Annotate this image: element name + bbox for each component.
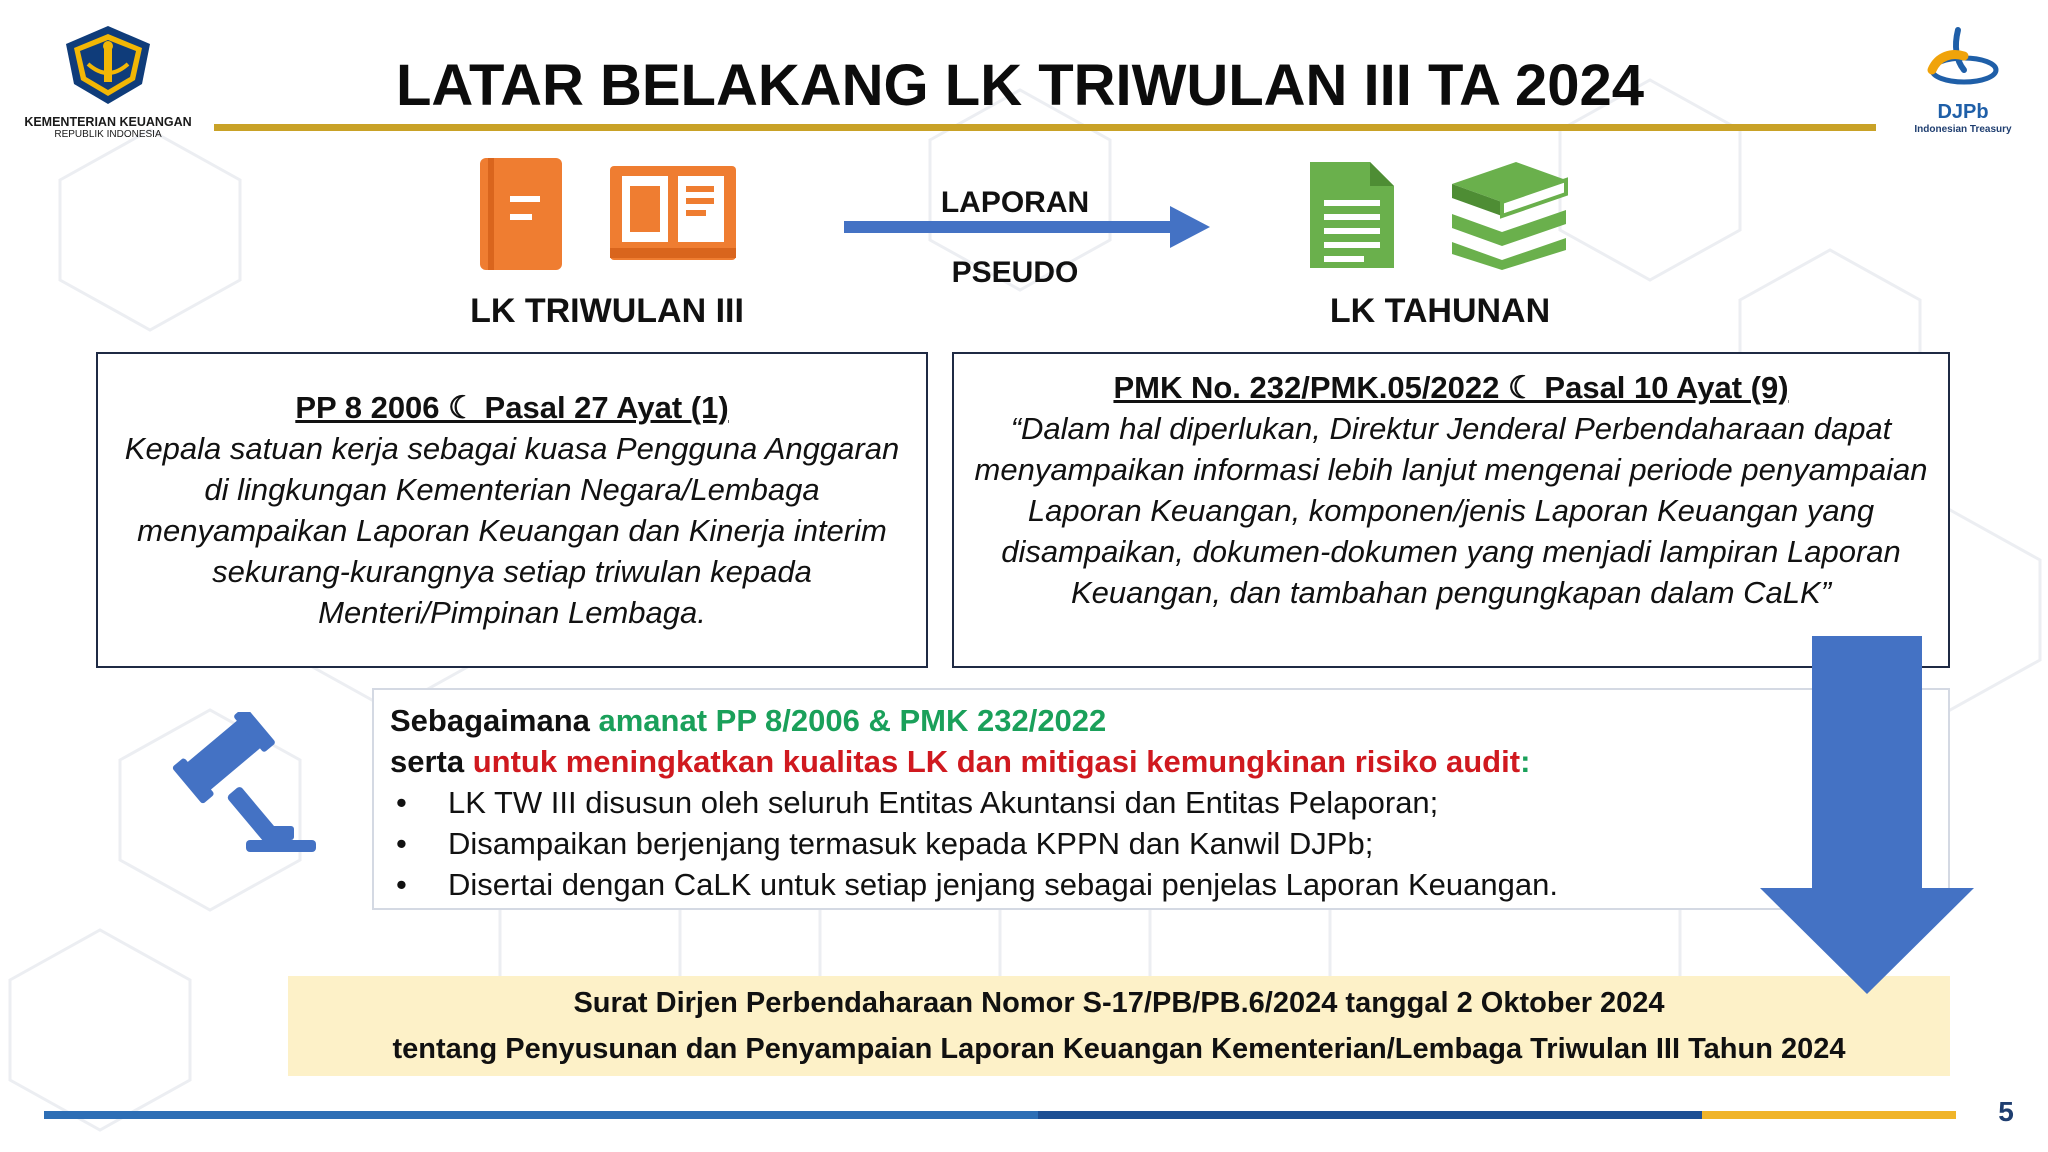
djpb-name: DJPb: [1937, 101, 1989, 123]
page-title: LATAR BELAKANG LK TRIWULAN III TA 2024: [395, 53, 1645, 118]
down-arrow-icon: [1756, 636, 1978, 996]
title-underline: [214, 124, 1876, 131]
arrow-label-top: LAPORAN: [940, 186, 1090, 219]
djpb-logo: [1898, 26, 2028, 136]
djpb-emblem-icon: [1918, 26, 2008, 102]
mandate-text: [390, 700, 1948, 905]
lk-tahunan-label: LK TAHUNAN: [1329, 292, 1551, 330]
page-number: 5: [1998, 1096, 2014, 1127]
pp-8-2006-box: [96, 352, 928, 668]
list-item: • Disampaikan berjenjang termasuk kepada KPPN dan Kanwil DJPb;: [396, 826, 1374, 861]
document-icon: [1306, 158, 1398, 272]
mandate-box: [372, 688, 1950, 910]
lk-triwulan-label: LK TRIWULAN III: [470, 292, 744, 330]
footer-bar-navy: [1038, 1111, 1702, 1119]
mandate-line-2: serta untuk meningkatkan kualitas LK dan mitigasi kemungkinan risiko audit:: [390, 744, 1531, 779]
list-item: • Disertai dengan CaLK untuk setiap jenjang sebagai penjelas Laporan Keuangan.: [396, 867, 1558, 902]
djpb-subtitle: Indonesian Treasury: [1914, 124, 2012, 135]
mandate-highlight-red: untuk meningkatkan kualitas LK dan mitigasi kemungkinan risiko audit: [472, 744, 1521, 779]
kemenkeu-emblem-icon: [62, 24, 154, 106]
notebook-icon: [478, 156, 564, 272]
gavel-icon: [168, 712, 332, 866]
footer-bar-blue: [44, 1111, 1038, 1119]
pmk-232-body: “Dalam hal diperlukan, Direktur Jenderal Perbendaharaan dapat menyampaikan informasi lebih lanjut mengenai periode penyampaian Laporan Keuangan, komponen/jenis Laporan Keuangan yang disampaikan, dokumen-dokumen yang menjadi lampiran Laporan Keuangan, dan tambahan pengungkapan dalam CaLK”: [974, 411, 1928, 610]
open-book-icon: [608, 164, 738, 262]
mandate-highlight-green: amanat PP 8/2006 & PMK 232/2022: [598, 703, 1107, 738]
arrow-label-bottom: PSEUDO: [951, 256, 1079, 289]
pp-8-2006-body: Kepala satuan kerja sebagai kuasa Pengguna Anggaran di lingkungan Kementerian Negara/Lembaga menyampaikan Laporan Keuangan dan Kinerja interim sekurang-kurangnya setiap triwulan kepada Menteri/Pimpinan Lembaga.: [124, 431, 900, 630]
mandate-line-1: Sebagaimana amanat PP 8/2006 & PMK 232/2022: [390, 703, 1107, 738]
ministry-name: KEMENTERIAN KEUANGAN: [24, 115, 192, 129]
letter-reference-line-2: tentang Penyusunan dan Penyampaian Laporan Keuangan Kementerian/Lembaga Triwulan III Tahun 2024: [392, 1033, 1846, 1065]
pp-8-2006-title: PP 8 2006 ☾ Pasal 27 Ayat (1): [295, 390, 729, 425]
mandate-bullet-list: [390, 782, 1948, 905]
letter-reference-box: [288, 976, 1950, 1076]
pmk-232-box: [952, 352, 1950, 668]
ministry-subtitle: REPUBLIK INDONESIA: [54, 129, 162, 140]
stack-of-books-icon: [1446, 158, 1570, 270]
pmk-232-title: PMK No. 232/PMK.05/2022 ☾ Pasal 10 Ayat (9): [1113, 370, 1789, 405]
list-item: • LK TW III disusun oleh seluruh Entitas Akuntansi dan Entitas Pelaporan;: [396, 785, 1439, 820]
letter-reference-line-1: Surat Dirjen Perbendaharaan Nomor S-17/PB/PB.6/2024 tanggal 2 Oktober 2024: [573, 987, 1665, 1019]
kemenkeu-logo: [18, 24, 198, 144]
right-arrow-icon: [844, 204, 1214, 250]
footer-bar-gold: [1702, 1111, 1956, 1119]
